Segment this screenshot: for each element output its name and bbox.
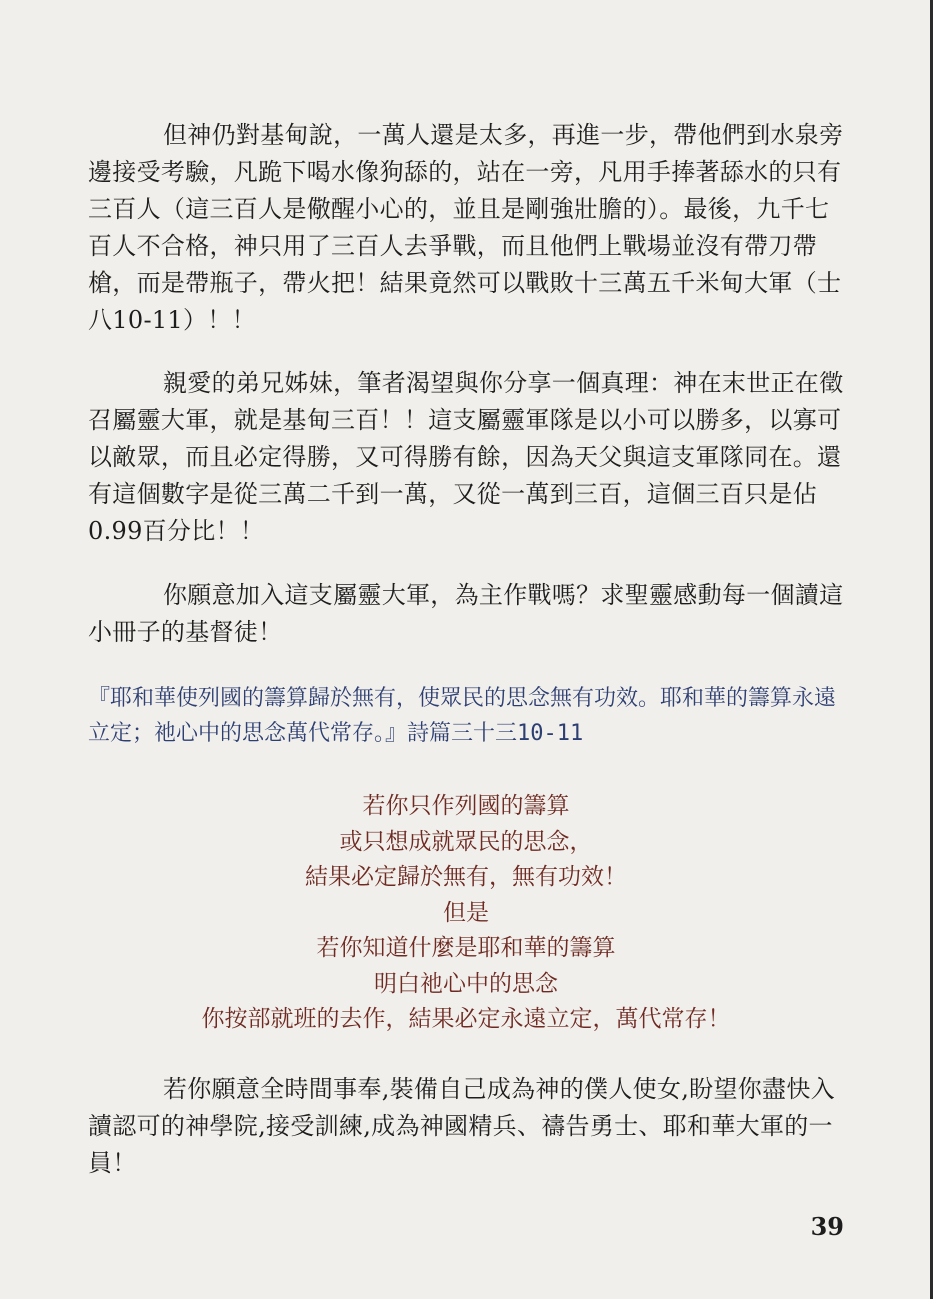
paragraph-spiritual-army: 親愛的弟兄姊妹，筆者渴望與你分享一個真理：神在末世正在徵召屬靈大軍，就是基甸三百！！這支屬靈軍隊是以小可以勝多，以寡可以敵眾，而且必定得勝，又可得勝有餘，因為天父與這支軍隊同在。還有這個數字是從三萬二千到一萬，又從一萬到三百，這個三百只是佔0.99百分比！！ xyxy=(88,369,844,545)
poem xyxy=(88,789,844,1038)
poem-line: 或只想成就眾民的思念， xyxy=(339,828,593,855)
poem-line: 若你知道什麼是耶和華的籌算 xyxy=(316,935,616,961)
paragraph-seminary-call: 若你願意全時間事奉,裝備自己成為神的僕人使女,盼望你盡快入讀認可的神學院,接受訓練,成為神國精兵、禱告勇士、耶和華大軍的一員！ xyxy=(88,1075,835,1177)
paragraph-invitation: 你願意加入這支屬靈大軍，為主作戰嗎？求聖靈感動每一個讀這小冊子的基督徒！ xyxy=(88,581,844,646)
poem-line: 明白祂心中的思念 xyxy=(374,970,558,997)
poem-line: 若你只作列國的籌算 xyxy=(362,793,570,819)
poem-line: 但是 xyxy=(443,899,489,926)
poem-line: 結果必定歸於無有，無有功效！ xyxy=(305,864,627,890)
poem-line: 你按部就班的去作，結果必定永遠立定，萬代常存！ xyxy=(201,1006,731,1032)
scripture-quote: 『耶和華使列國的籌算歸於無有，使眾民的思念無有功效。耶和華的籌算永遠立定；祂心中的思念萬代常存。』詩篇三十三10-11 xyxy=(88,686,837,746)
page-number: 39 xyxy=(810,1212,844,1241)
paragraph-gideon-test: 但神仍對基甸說，一萬人還是太多，再進一步，帶他們到水泉旁邊接受考驗，凡跪下喝水像狗舔的，站在一旁，凡用手捧著舔水的只有三百人（這三百人是儆醒小心的，並且是剛強壯膽的）。最後，九千七百人不合格，神只用了三百人去爭戰，而且他們上戰場並沒有帶刀帶槍，而是帶瓶子，帶火把！結果竟然可以戰敗十三萬五千米甸大軍（士八10-11）！！ xyxy=(88,121,844,334)
